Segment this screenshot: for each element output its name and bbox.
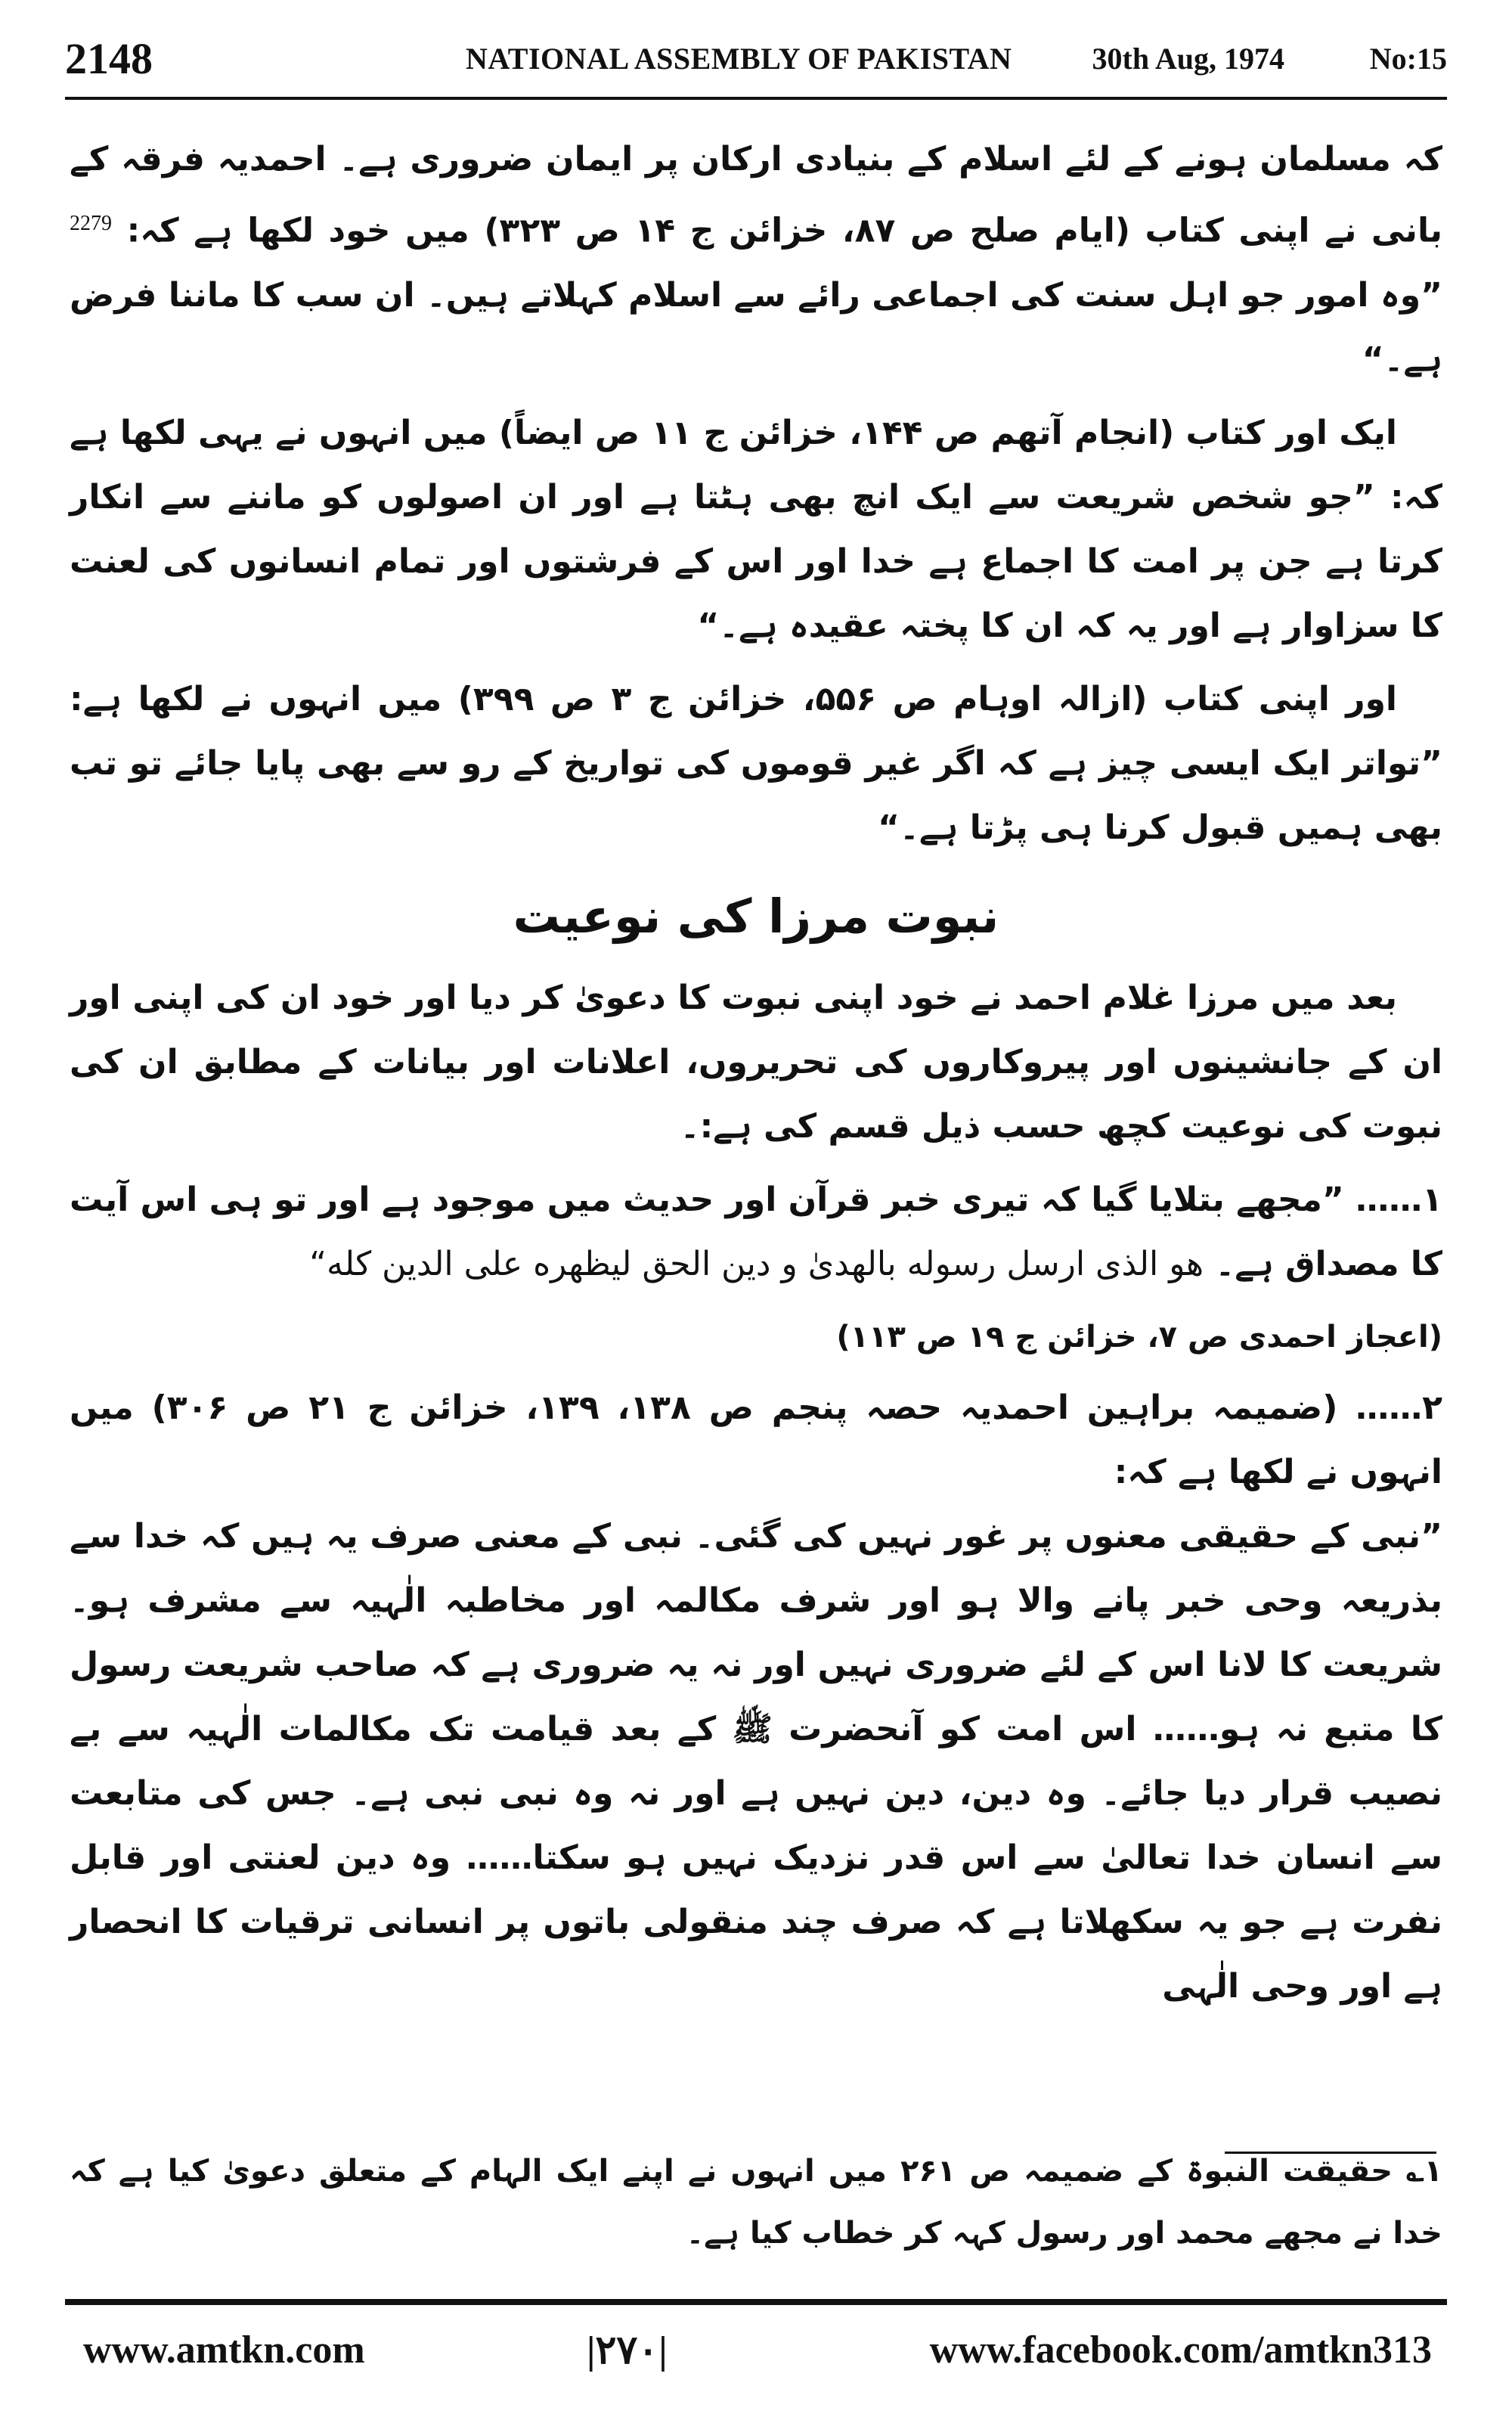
- footer-rule: [65, 2299, 1447, 2305]
- header-issue: No:15: [1369, 42, 1447, 76]
- list-item-2-reference: ۲…… (ضمیمہ براہین احمدیہ حصہ پنجم ص ۱۳۸، ۱۳۹، خزائن ج ۲۱ ص ۳۰۶) میں انہوں نے لکھا ہے کہ:: [70, 1388, 1442, 1491]
- header-rule: [65, 97, 1447, 100]
- paragraph-3: اور اپنی کتاب (ازالہ اوہام ص ۵۵۶، خزائن ج ۳ ص ۳۹۹) میں انہوں نے لکھا ہے: ”تواتر ایک ایسی چیز ہے کہ اگر غیر قوموں کی تواریخ کے رو سے بھی پایا جائے تو تب بھی ہمیں قبول کرنا ہی پڑتا ہے۔“: [70, 679, 1442, 847]
- page-footer: [65, 2323, 1447, 2391]
- list-item-1-citation: (اعجاز احمدی ص ۷، خزائن ج ۱۹ ص ۱۱۳): [836, 1319, 1442, 1354]
- page-header: [65, 30, 1447, 91]
- paragraph-1: [70, 127, 1442, 392]
- paragraph-1-quote: ”وہ امور جو اہل سنت کی اجماعی رائے سے اسلام کہلاتے ہیں۔ ان سب کا ماننا فرض ہے۔“: [70, 275, 1442, 379]
- footnote: [70, 2140, 1442, 2264]
- footnote-text: ۱؎ حقیقت النبوۃ کے ضمیمہ ص ۲۶۱ میں انہوں نے اپنے ایک الہام کے متعلق دعویٰ کیا ہے کہ خدا نے مجھے محمد اور رسول کہہ کر خطاب کیا ہے۔: [70, 2154, 1442, 2251]
- footer-page-code: |۲۷۰|: [587, 2329, 668, 2372]
- list-item-2-quote: ”نبی کے حقیقی معنوں پر غور نہیں کی گئی۔ نبی کے معنی صرف یہ ہیں کہ خدا سے بذریعہ وحی خبر پانے والا ہو اور شرف مکالمہ اور مخاطبہ الٰہیہ سے مشرف ہو۔ شریعت کا لانا اس کے لئے ضروری نہیں اور نہ یہ ضروری ہے کہ صاحب شریعت رسول کا متبع نہ ہو…… اس امت کو آنحضرت ﷺ کے بعد قیامت تک مکالمات الٰہیہ سے بے نصیب قرار دیا جائے۔ وہ دین، دین نہیں ہے اور نہ وہ نبی نبی ہے۔ جس کی متابعت سے انسان خدا تعالیٰ سے اس قدر نزدیک نہیں ہو سکتا…… وہ دین لعنتی اور قابل نفرت ہے جو یہ سکھلاتا ہے کہ صرف چند منقولی باتوں پر انسانی ترقیات کا انحصار ہے اور وحی الٰہی: [70, 1516, 1442, 2006]
- paragraph-4: بعد میں مرزا غلام احمد نے خود اپنی نبوت کا دعویٰ کر دیا اور خود ان کی اپنی اور ان کے جانشینوں اور پیروکاروں کی تحریروں، اعلانات اور بیانات کے مطابق ان کی نبوت کی نوعیت کچھ حسب ذیل قسم کی ہے:۔: [70, 978, 1442, 1146]
- running-title: NATIONAL ASSEMBLY OF PAKISTAN: [466, 42, 1012, 76]
- section-heading: نبوت مرزا کی نوعیت: [513, 888, 999, 944]
- list-item-1: [70, 1168, 1442, 1296]
- quranic-verse: هو الذی ارسل رسوله بالهدیٰ و دین الحق لیظهره علی الدین کله“: [309, 1244, 1204, 1283]
- header-date: 30th Aug, 1974: [1092, 42, 1284, 76]
- page-number: 2148: [65, 34, 153, 83]
- page-marker: 2279: [70, 212, 112, 235]
- body-text: [70, 127, 1442, 2028]
- list-item-1-text: ۱…… ”مجھے بتلایا گیا کہ تیری خبر قرآن اور حدیث میں موجود ہے اور تو ہی اس آیت کا مصداق ہے۔: [70, 1180, 1442, 1283]
- facebook-link[interactable]: www.facebook.com/amtkn313: [929, 2328, 1432, 2372]
- paragraph-2: ایک اور کتاب (انجام آتھم ص ۱۴۴، خزائن ج ۱۱ ص ایضاً) میں انہوں نے یہی لکھا ہے کہ: ”جو شخص شریعت سے ایک انچ بھی ہٹتا ہے اور ان اصولوں کو ماننے سے انکار کرتا ہے جن پر امت کا اجماع ہے خدا اور اس کے فرشتوں اور تمام انسانوں کی لعنت کا سزاوار ہے اور یہ کہ ان کا پختہ عقیدہ ہے۔“: [70, 413, 1442, 645]
- website-link[interactable]: www.amtkn.com: [83, 2328, 365, 2372]
- paragraph-1-text: کہ مسلمان ہونے کے لئے اسلام کے بنیادی ارکان پر ایمان ضروری ہے۔ احمدیہ فرقہ کے بانی نے اپنی کتاب (ایام صلح ص ۸۷، خزائن ج ۱۴ ص ۳۲۳) میں خود لکھا ہے کہ:: [70, 140, 1443, 250]
